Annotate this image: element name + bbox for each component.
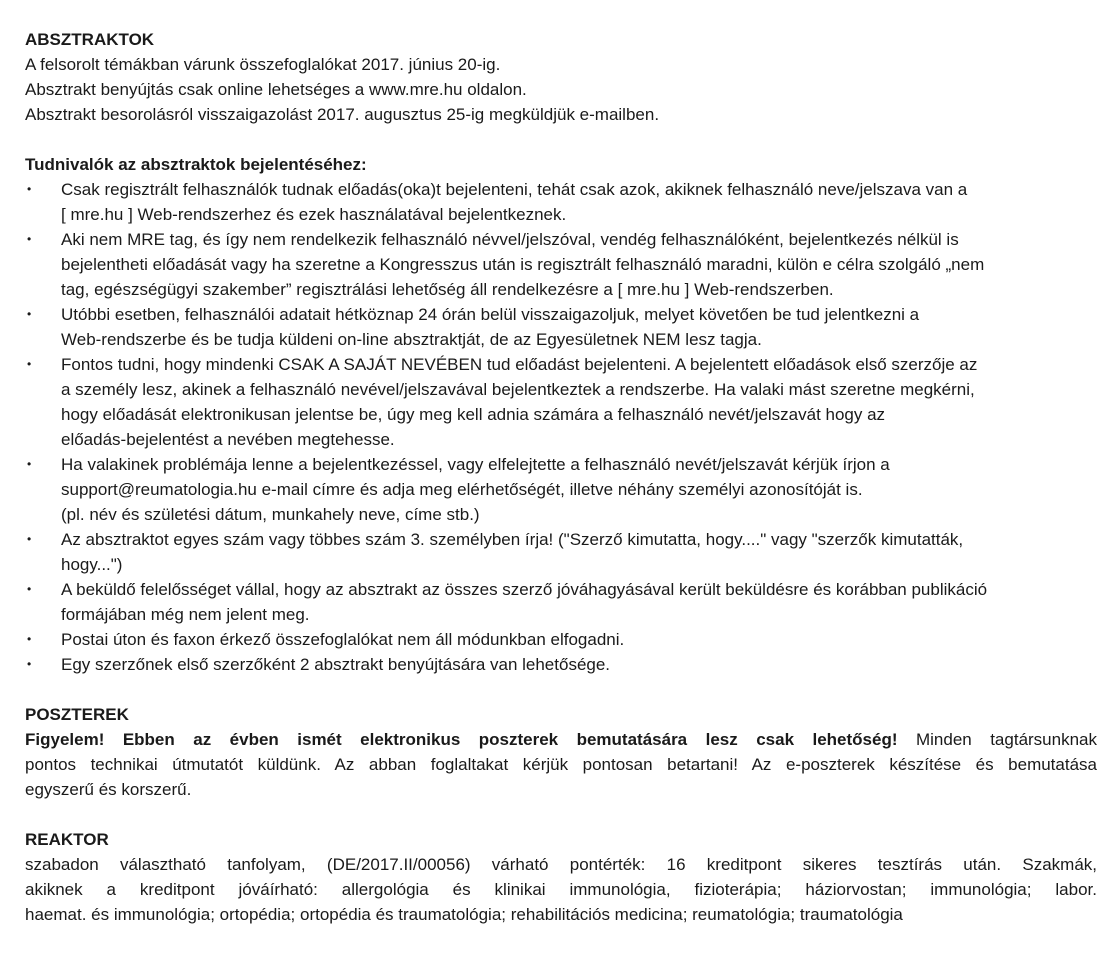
bullet-icon: • [27,657,32,671]
bullet-icon: • [27,232,32,246]
posters-notice-text: Minden tagtársunknak [897,730,1097,749]
list-item-line: előadás-bejelentést a nevében megtehesse. [61,430,395,449]
list-item-line: Aki nem MRE tag, és így nem rendelkezik felhasználó névvel/jelszóval, vendég felhasználóként, bejelentkezés nélkül is [61,230,959,249]
list-item [25,577,1097,627]
section-spacer [25,802,1097,827]
posters-instructions-text: pontos technikai útmutatót küldünk. Az abban foglaltakat kérjük pontosan betartani! Az e-poszterek készítése és bemutatása [25,755,1097,774]
list-item-line: Fontos tudni, hogy mindenki CSAK A SAJÁT NEVÉBEN tud előadást bejelenteni. A bejelentett előadások első szerzője az [61,355,978,374]
list-item-line: [ mre.hu ] Web-rendszerhez és ezek használatával bejelentkeznek. [61,205,567,224]
list-item-line: bejelentheti előadását vagy ha szeretne a Kongresszus után is regisztrált felhasználó maradni, külön e célra szolgáló „nem [61,255,985,274]
list-item-line: formájában még nem jelent meg. [61,605,310,624]
posters-line [25,777,1097,802]
list-item [25,177,1097,227]
posters-notice-bold: Figyelem! Ebben az évben ismét elektronikus poszterek bemutatására lesz csak lehetőség! [25,730,898,749]
list-item-line: a személy lesz, akinek a felhasználó nevével/jelszavával bejelentkeztek a rendszerbe. Ha valaki mást szeretne megkérni, [61,380,975,399]
list-item-line: Csak regisztrált felhasználók tudnak előadás(oka)t bejelenteni, tehát csak azok, akiknek felhasználó neve/jelszava van a [61,180,968,199]
notes-section [25,152,1097,677]
list-item-line: Postai úton és faxon érkező összefoglalókat nem áll módunkban elfogadni. [61,630,625,649]
list-item-line: (pl. név és születési dátum, munkahely neve, címe stb.) [61,505,480,524]
posters-heading: POSZTEREK [25,705,129,724]
list-item-line: hogy...") [61,555,123,574]
bullet-icon: • [27,457,32,471]
abstracts-submission-line: Absztrakt benyújtás csak online lehetséges a www.mre.hu oldalon. [25,80,527,99]
list-item-line: A beküldő felelősséget vállal, hogy az absztrakt az összes szerző jóváhagyásával került beküldésre és korábban publikáció [61,580,988,599]
posters-section [25,702,1097,802]
abstracts-confirmation-line: Absztrakt besorolásról visszaigazolást 2017. augusztus 25-ig megküldjük e-mailben. [25,105,660,124]
support-email-line: support@reumatologia.hu e-mail címre és adja meg elérhetőségét, illetve néhány személyi azonosítóját is. [61,480,863,499]
reaktor-line: haemat. és immunológia; ortopédia; ortopédia és traumatológia; rehabilitációs medicina; reumatológia; traumatológia [25,905,903,924]
bullet-icon: • [27,632,32,646]
list-item [25,652,1097,677]
list-item [25,627,1097,652]
abstracts-deadline-line: A felsorolt témákban várunk összefoglalókat 2017. június 20-ig. [25,55,501,74]
abstracts-section [25,27,1097,127]
section-spacer [25,127,1097,152]
list-item-line: Egy szerzőnek első szerzőként 2 absztrakt benyújtására van lehetősége. [61,655,611,674]
reaktor-line: szabadon választható tanfolyam, (DE/2017.II/00056) várható pontérték: 16 kreditpont sikeres tesztírás után. Szakmák, [25,855,1097,874]
notes-list [25,177,1097,677]
bullet-icon: • [27,582,32,596]
list-item [25,227,1097,302]
list-item-line: hogy előadását elektronikusan jelentse be, úgy meg kell adnia számára a felhasználó nevét/jelszavát hogy az [61,405,886,424]
bullet-icon: • [27,532,32,546]
list-item-line: Web-rendszerbe és be tudja küldeni on-line absztraktját, de az Egyesületnek NEM lesz tagja. [61,330,762,349]
posters-line [25,752,1097,777]
section-spacer [25,677,1097,702]
reaktor-section [25,827,1097,927]
notes-heading: Tudnivalók az absztraktok bejelentéséhez: [25,155,367,174]
document-page [25,27,1097,927]
list-item-line: Ha valakinek problémája lenne a bejelentkezéssel, vagy elfelejtette a felhasználó nevét/jelszavát kérjük írjon a [61,455,890,474]
list-item-line: Az absztraktot egyes szám vagy többes szám 3. személyben írja! ("Szerző kimutatta, hogy...." vagy "szerzők kimutatták, [61,530,964,549]
list-item [25,452,1097,527]
list-item [25,352,1097,452]
abstracts-heading: ABSZTRAKTOK [25,30,155,49]
list-item [25,302,1097,352]
posters-line [25,727,1097,752]
bullet-icon: • [27,357,32,371]
reaktor-heading: REAKTOR [25,830,109,849]
list-item-line: tag, egészségügyi szakember” regisztrálási lehetőség áll rendelkezésre a [ mre.hu ] Web-rendszerben. [61,280,834,299]
bullet-icon: • [27,182,32,196]
list-item-line: Utóbbi esetben, felhasználói adatait hétköznap 24 órán belül visszaigazoljuk, melyet követően be tud jelentkezni a [61,305,920,324]
posters-closing-text: egyszerű és korszerű. [25,780,192,799]
reaktor-line: akiknek a kreditpont jóváírható: allergológia és klinikai immunológia, fizioterápia; háziorvostan; immunológia; labor. [25,880,1097,899]
bullet-icon: • [27,307,32,321]
list-item [25,527,1097,577]
